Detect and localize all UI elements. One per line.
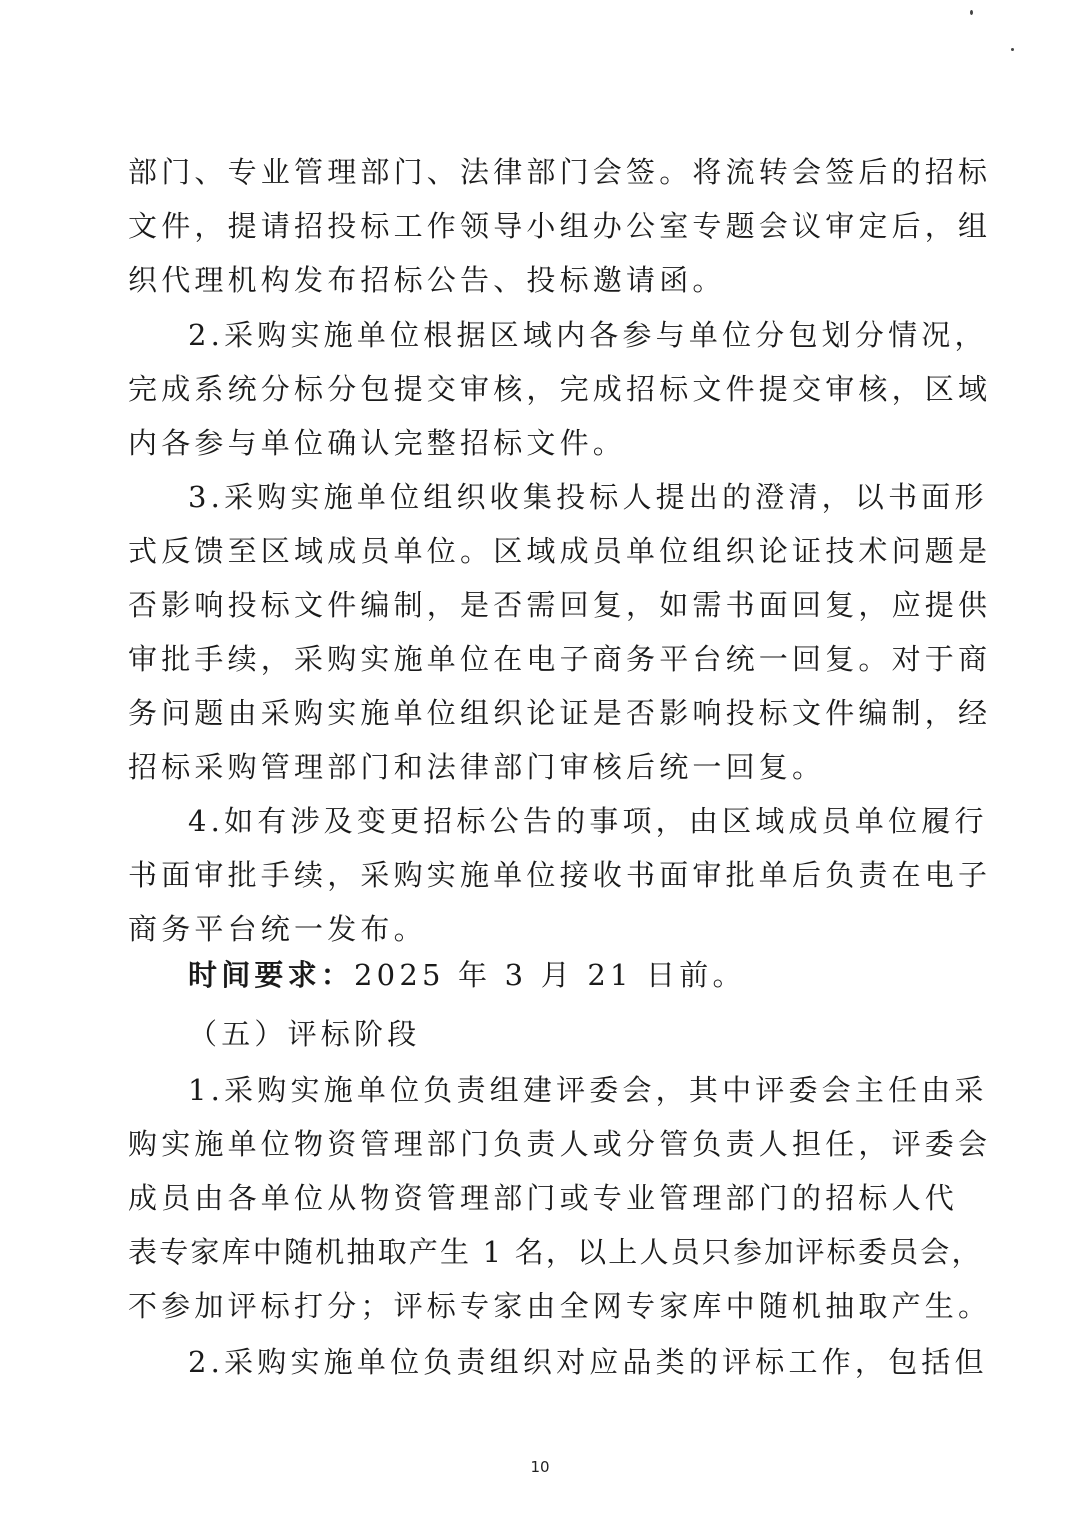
section-heading: （五）评标阶段 — [188, 1017, 421, 1051]
body-line: 表专家库中随机抽取产生 1 名，以上人员只参加评标委员会， — [128, 1235, 983, 1269]
body-line: 成员由各单位从物资管理部门或专业管理部门的招标人代 — [128, 1181, 959, 1215]
body-line: 购实施单位物资管理部门负责人或分管负责人担任，评委会 — [128, 1127, 992, 1161]
page-number: 10 — [530, 1458, 550, 1476]
body-line: 完成系统分标分包提交审核，完成招标文件提交审核，区域 — [128, 372, 992, 406]
time-requirement-value: 2025 年 3 月 21 日前。 — [354, 958, 746, 992]
time-requirement-label: 时间要求： — [188, 958, 355, 992]
body-line: 审批手续，采购实施单位在电子商务平台统一回复。对于商 — [128, 642, 992, 676]
scan-speck — [970, 10, 973, 15]
body-line: 2.采购实施单位根据区域内各参与单位分包划分情况， — [188, 318, 988, 352]
body-line: 招标采购管理部门和法律部门审核后统一回复。 — [128, 750, 826, 784]
body-line: 1.采购实施单位负责组建评委会，其中评委会主任由采 — [188, 1073, 988, 1107]
body-line: 不参加评标打分；评标专家由全网专家库中随机抽取产生。 — [128, 1289, 992, 1323]
body-line: 务问题由采购实施单位组织论证是否影响投标文件编制，经 — [128, 696, 992, 730]
body-line: 织代理机构发布招标公告、投标邀请函。 — [128, 263, 726, 297]
body-line: 文件，提请招投标工作领导小组办公室专题会议审定后，组 — [128, 209, 992, 243]
body-line: 3.采购实施单位组织收集投标人提出的澄清，以书面形 — [188, 480, 988, 514]
body-line: 4.如有涉及变更招标公告的事项，由区域成员单位履行 — [188, 804, 988, 838]
body-line: 否影响投标文件编制，是否需回复，如需书面回复，应提供 — [128, 588, 992, 622]
body-line: 内各参与单位确认完整招标文件。 — [128, 426, 627, 460]
body-line: 部门、专业管理部门、法律部门会签。将流转会签后的招标 — [128, 155, 992, 189]
time-requirement — [188, 948, 958, 1002]
scan-speck — [1011, 48, 1014, 51]
body-line: 2.采购实施单位负责组织对应品类的评标工作，包括但 — [188, 1345, 988, 1379]
body-line: 商务平台统一发布。 — [128, 912, 427, 946]
body-line: 书面审批手续，采购实施单位接收书面审批单后负责在电子 — [128, 858, 992, 892]
body-line: 式反馈至区域成员单位。区域成员单位组织论证技术问题是 — [128, 534, 992, 568]
